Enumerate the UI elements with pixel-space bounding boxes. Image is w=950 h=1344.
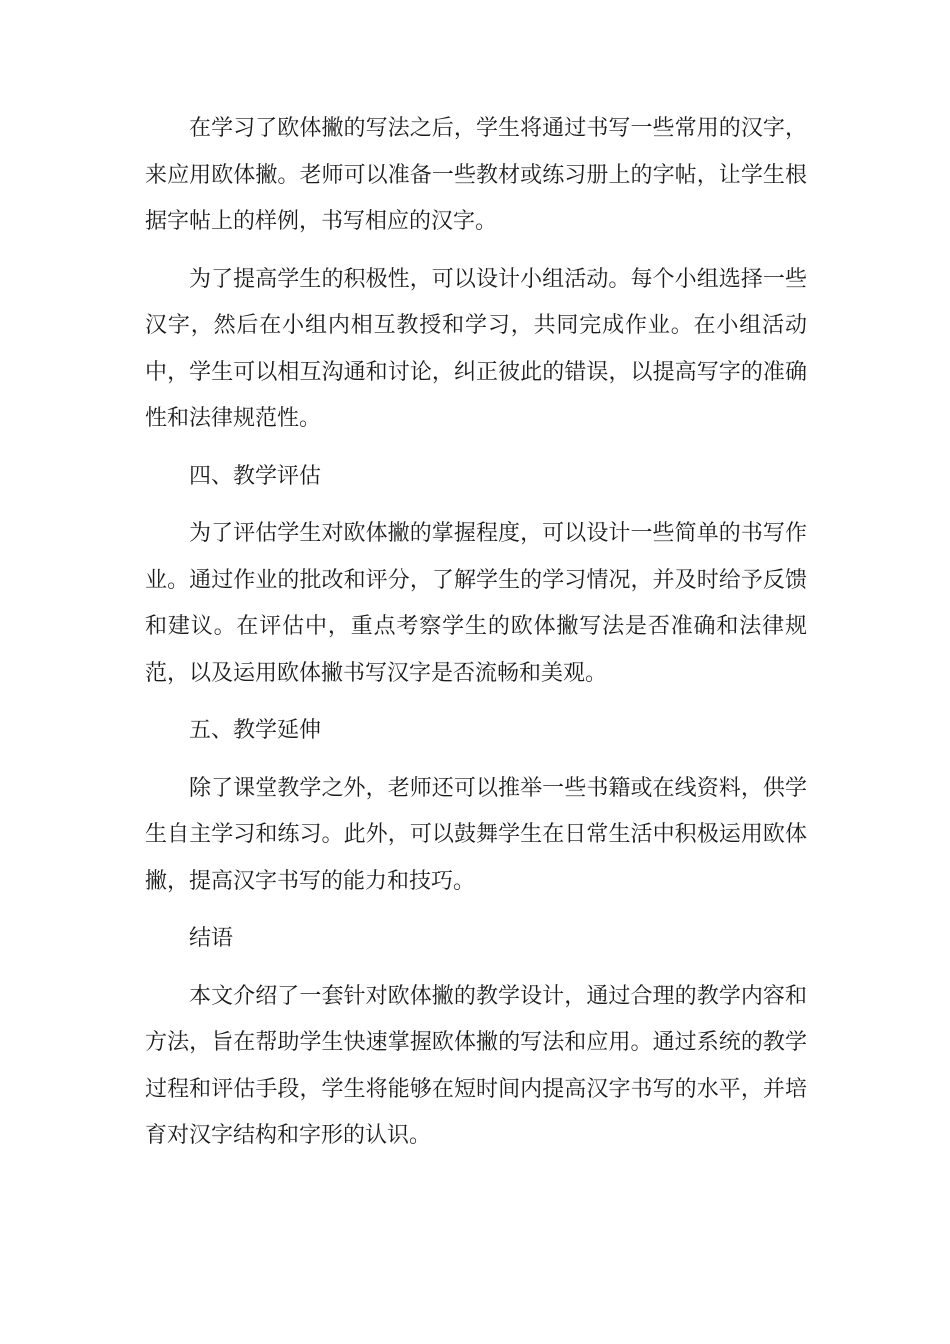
heading-assessment: 四、教学评估 [189, 463, 322, 489]
heading-conclusion: 结语 [189, 926, 234, 951]
paragraph-practice: 在学习了欧体撇的写法之后，学生将通过书写一些常用的汉字，来应用欧体撇。老师可以准备一些教材或练习册上的字帖，让学生根据字帖上的样例，书写相应的汉字。 [145, 116, 807, 234]
paragraph-assessment: 为了评估学生对欧体撇的掌握程度，可以设计一些简单的书写作业。通过作业的批改和评分，了解学生的学习情况，并及时给予反馈和建议。在评估中，重点考察学生的欧体撇写法是否准确和法律规范，以及运用欧体撇书写汉字是否流畅和美观。 [145, 521, 807, 686]
paragraph-conclusion: 本文介绍了一套针对欧体撇的教学设计，通过合理的教学内容和方法，旨在帮助学生快速掌握欧体撇的写法和应用。通过系统的教学过程和评估手段，学生将能够在短时间内提高汉字书写的水平，并培育对汉字结构和字形的认识。 [145, 983, 807, 1148]
paragraph-extension: 除了课堂教学之外，老师还可以推举一些书籍或在线资料，供学生自主学习和练习。此外，可以鼓舞学生在日常生活中积极运用欧体撇，提高汉字书写的能力和技巧。 [145, 775, 807, 894]
heading-extension: 五、教学延伸 [189, 718, 322, 743]
document-body [145, 106, 807, 1171]
paragraph-group-activity: 为了提高学生的积极性，可以设计小组活动。每个小组选择一些汉字，然后在小组内相互教授和学习，共同完成作业。在小组活动中，学生可以相互沟通和讨论，纠正彼此的错误，以提高写字的准确性和法律规范性。 [145, 266, 807, 431]
